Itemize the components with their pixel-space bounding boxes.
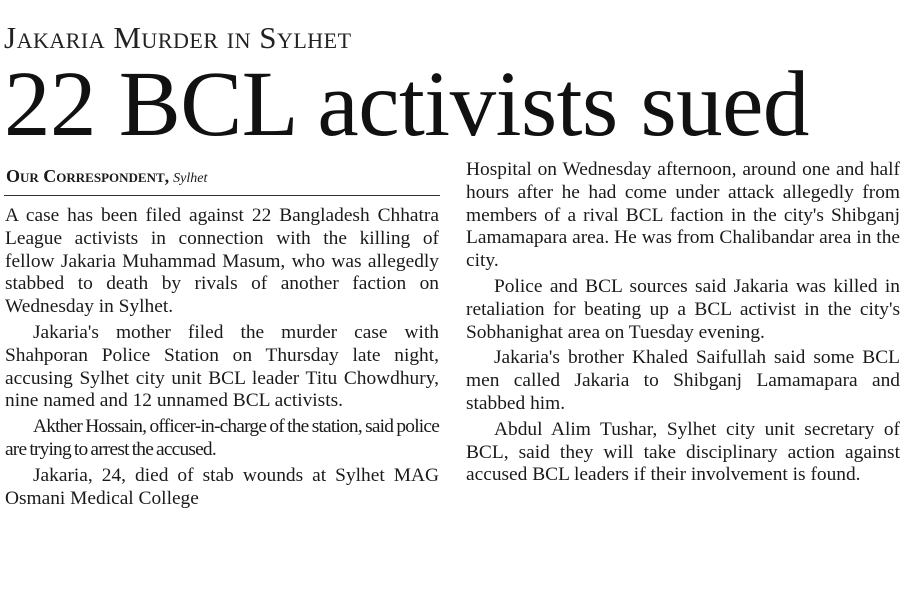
byline-author: Our Correspondent, [6, 166, 170, 186]
paragraph: Police and BCL sources said Jakaria was killed in retaliation for beating up a BCL activist in the city's Sobhanighat area on Tuesday evening. [466, 275, 900, 343]
paragraph: Jakaria's mother filed the murder case with Shahporan Police Station on Thursday late night, accusing Sylhet city unit BCL leader Titu Chowdhury, nine named and 12 unnamed BCL activists. [5, 321, 439, 412]
byline-divider [4, 195, 440, 196]
paragraph: Jakaria's brother Khaled Saifullah said some BCL men called Jakaria to Shibganj Lamamapara and stabbed him. [466, 347, 900, 414]
paragraph: Hospital on Wednesday afternoon, around one and half hours after he had come under attack allegedly from members of a rival BCL faction in the city's Shibganj Lamamapara area. He was from Chalibandar area in the city. [466, 159, 900, 272]
paragraph: A case has been filed against 22 Bangladesh Chhatra League activists in connection with the killing of fellow Jakaria Muhammad Masum, who was allegedly stabbed to death by rivals of another faction on Wednesday in Sylhet. [5, 205, 439, 318]
kicker: Jakaria Murder in Sylhet [4, 20, 352, 55]
byline-place: Sylhet [173, 171, 208, 186]
paragraph: Akther Hossain, officer-in-charge of the station, said police are trying to arrest the accused. [5, 416, 439, 460]
headline: 22 BCL activists sued [4, 53, 809, 156]
article-column-1 [5, 205, 439, 510]
byline [6, 166, 438, 188]
paragraph: Jakaria, 24, died of stab wounds at Sylhet MAG Osmani Medical College [5, 464, 439, 509]
article-column-2 [466, 159, 900, 487]
paragraph: Abdul Alim Tushar, Sylhet city unit secretary of BCL, said they will take disciplinary action against accused BCL leaders if their involvement is found. [466, 418, 900, 486]
